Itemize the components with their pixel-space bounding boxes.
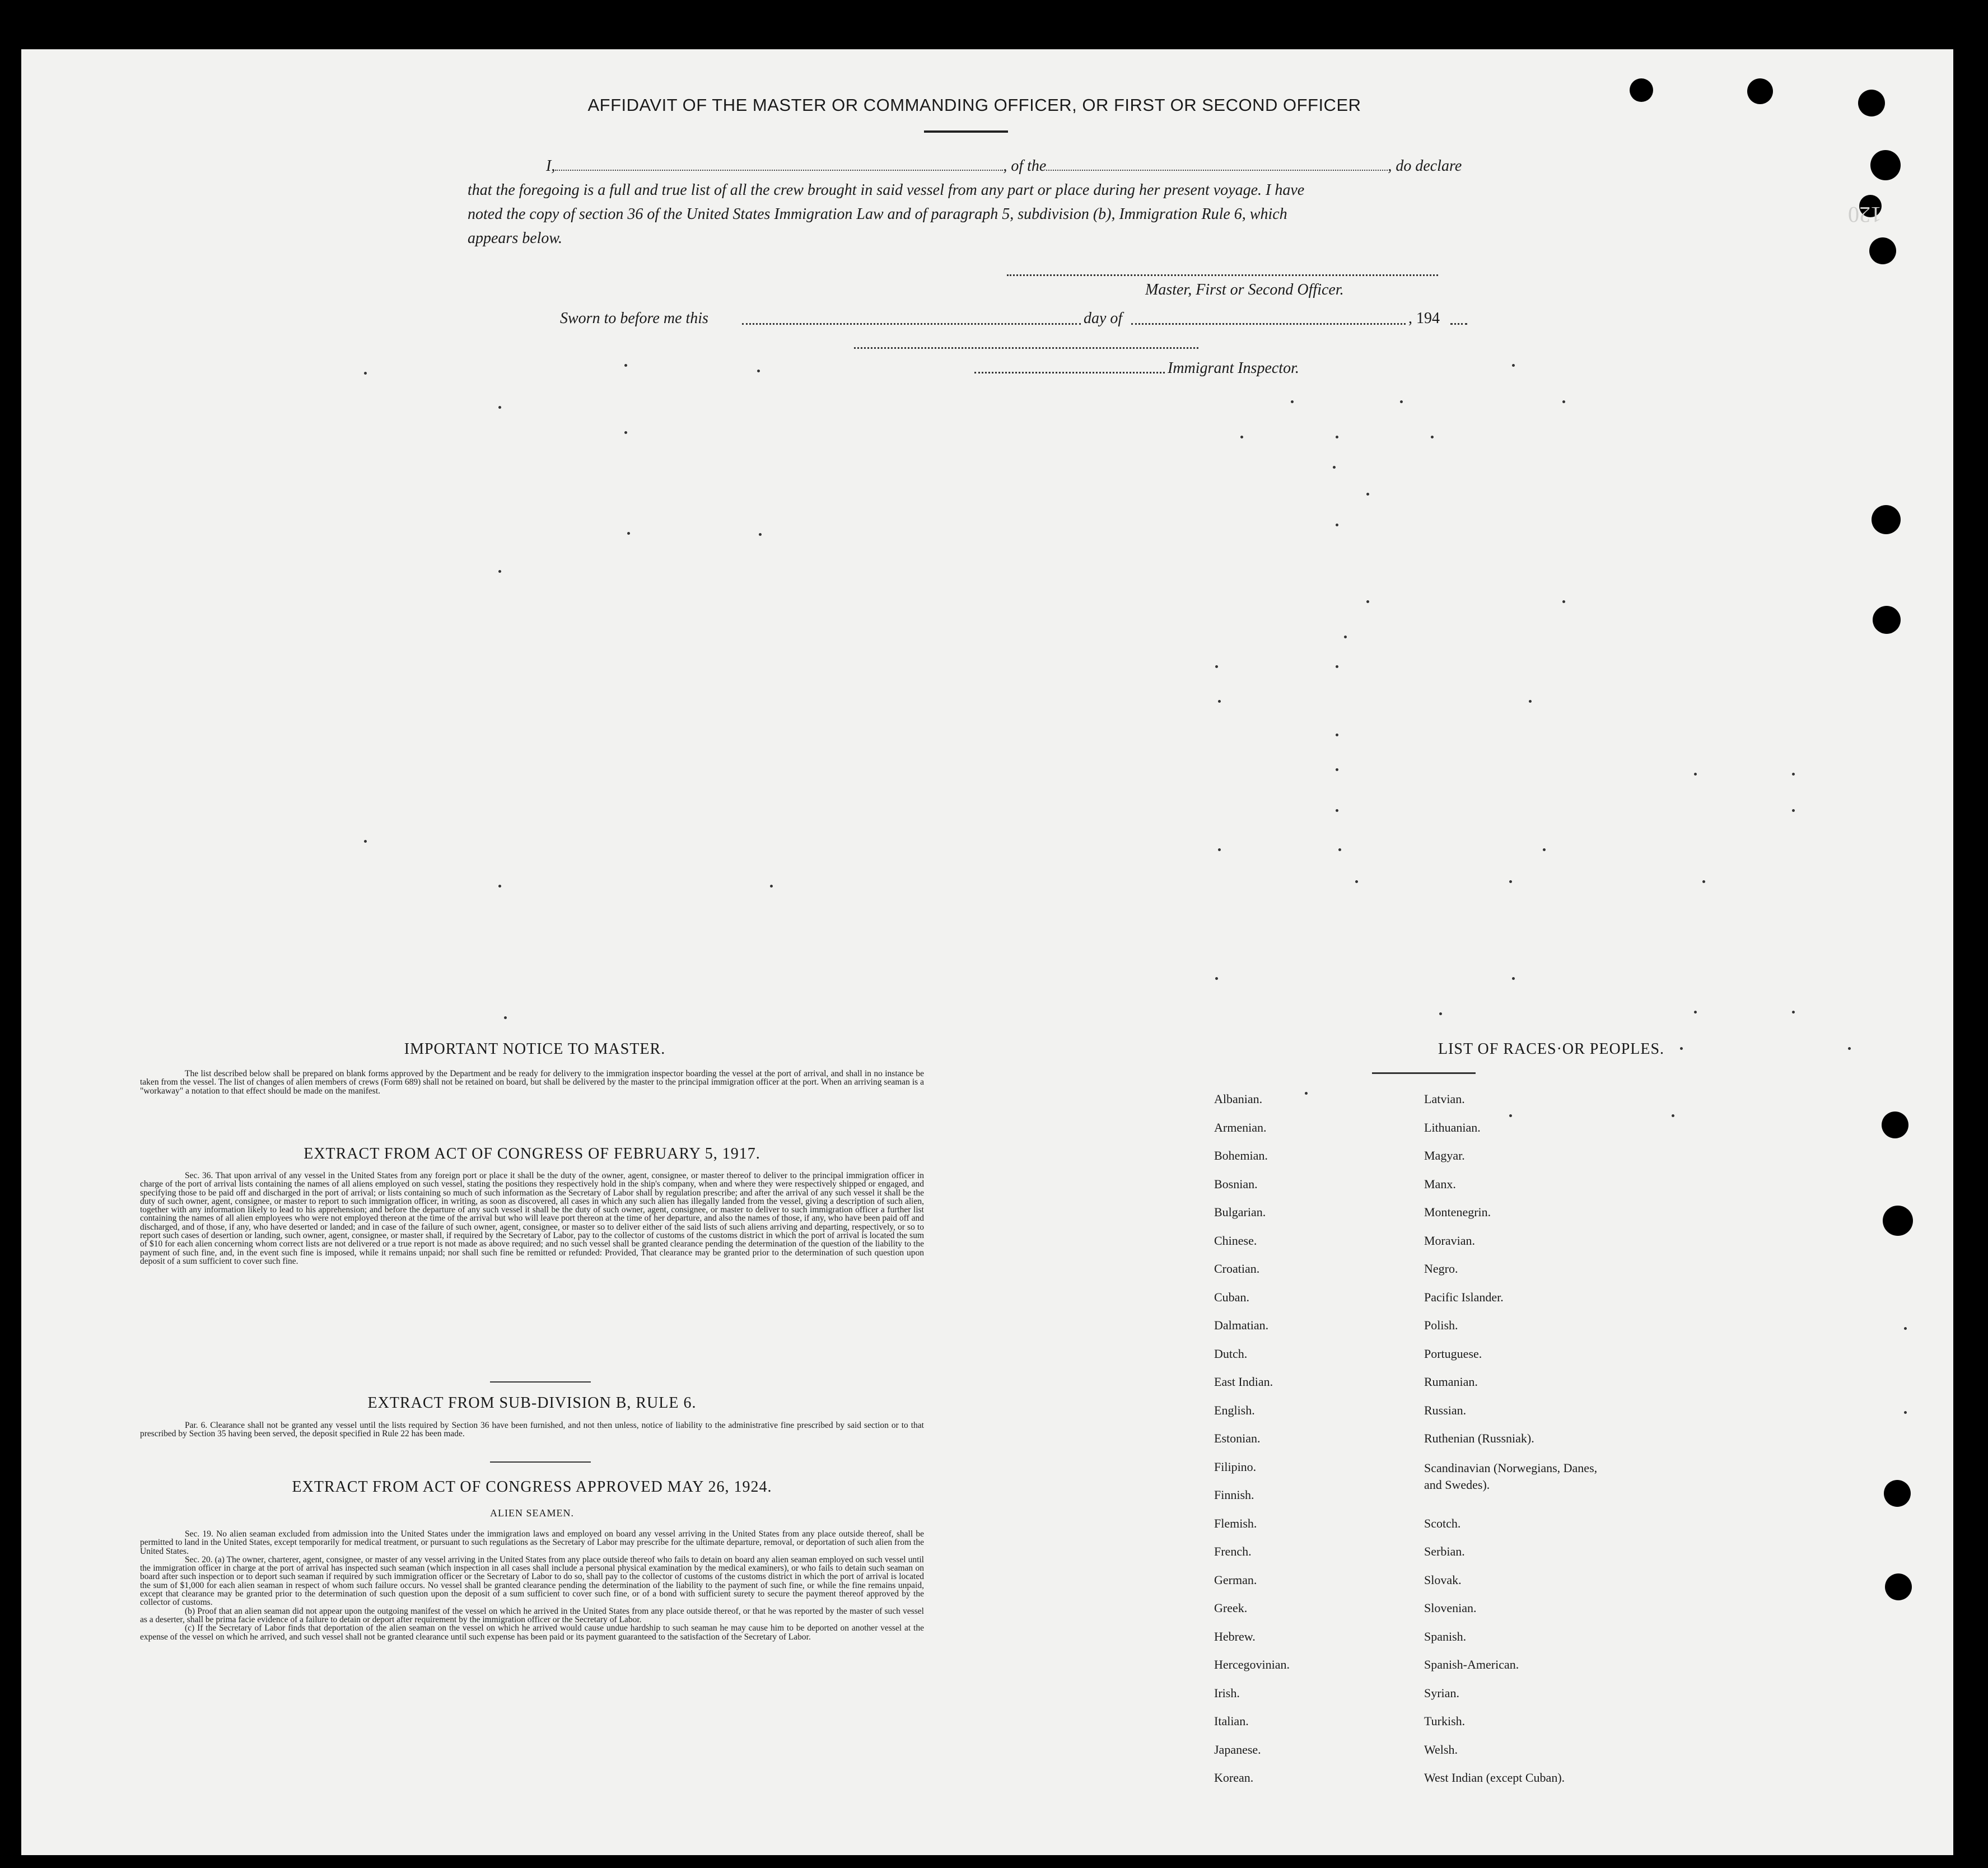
race-item: Bosnian.: [1214, 1176, 1258, 1191]
speck: [1529, 700, 1532, 703]
speck: [1240, 436, 1243, 438]
section-divider: [490, 1461, 591, 1463]
year-label: , 194: [1408, 310, 1440, 327]
race-item: Portuguese.: [1424, 1346, 1482, 1361]
vessel-blank: [1046, 156, 1388, 171]
speck: [1562, 600, 1565, 603]
speck: [1305, 1092, 1308, 1095]
sworn-date-blank: [742, 323, 1081, 325]
notice-paragraph: The list described below shall be prepared on blank forms approved by the Department and be ready for delivery to the immigration inspector boarding the vessel at the port of arrival, and shall in no instance be taken from the vessel. The list of changes of alien members of crews (Form 689) shall not be retained on board, but shall be delivered by the master to the principal immigration officer at the port. When an arriving seaman is a "workaway" a notation to that effect should be made on the manifest.: [140, 1069, 924, 1096]
race-item: Flemish.: [1214, 1516, 1257, 1530]
year-blank: [1450, 323, 1467, 325]
punch-hole: [1858, 90, 1885, 116]
race-item: Bohemian.: [1214, 1148, 1268, 1162]
speck: [770, 885, 773, 888]
notice-title: IMPORTANT NOTICE TO MASTER.: [404, 1040, 666, 1058]
speck: [498, 570, 501, 573]
rule6-title: EXTRACT FROM SUB-DIVISION B, RULE 6.: [367, 1394, 697, 1412]
speck: [1366, 493, 1369, 496]
sec20a-paragraph: Sec. 20. (a) The owner, charterer, agent, consignee, or master of any vessel arriving in the United States from any place outside thereof who fails to detain on board any alien seaman employed on such vessel until the immigration officer in charge at the port of arrival has inspected such seaman (which inspection in all cases shall include a personal physical examination by the medical examiners), or who fails to detain such seaman on board after such inspection or to deport such seaman if required by such immigration officer or the Secretary of Labor to do so, shall pay to the collector of customs of the customs district in which the port of arrival is located the sum of $1,000 for each alien seaman in respect of whom such failure occurs. No vessel shall be granted clearance pending the determination of the liability to the payment of such fine, or while the fine remains unpaid, except that clearance may be granted prior to the determination of such question upon the deposit of a sum sufficient to cover such fine, or of a bond with sufficient surety to secure the payment thereof approved by the collector of customs.: [140, 1554, 924, 1608]
punch-hole: [1883, 1206, 1913, 1236]
speck: [1336, 768, 1338, 771]
race-item: Croatian.: [1214, 1262, 1260, 1276]
master-signature-line: [1007, 274, 1438, 276]
race-item: French.: [1214, 1544, 1252, 1558]
day-of-label: day of: [1084, 310, 1123, 327]
section-divider: [490, 1381, 591, 1383]
speck: [1344, 636, 1347, 638]
do-declare-label: , do declare: [1388, 157, 1462, 175]
race-item: Japanese.: [1214, 1742, 1261, 1757]
speck: [1792, 1011, 1795, 1014]
speck: [504, 1016, 507, 1019]
extract-1924-title: EXTRACT FROM ACT OF CONGRESS APPROVED MAY 26, 1924.: [292, 1478, 772, 1496]
sworn-label: Sworn to before me this: [560, 310, 708, 327]
race-item: Moravian.: [1424, 1233, 1476, 1248]
race-item: Magyar.: [1424, 1148, 1465, 1162]
title-underline: [924, 130, 1008, 133]
speck: [759, 533, 762, 536]
sec36-paragraph: Sec. 36. That upon arrival of any vessel in the United States from any foreign port or place it shall be the duty of the owner, agent, consignee, or master thereof to deliver to the principal immigration officer in charge of the port of arrival lists containing the names of all aliens employed on such vessel, stating the positions they respectively hold in the ship's company, when and where they were respectively shipped or engaged, and specifying those to be paid off and discharged in the port of arrival; or lists containing so much of such information as the Secretary of Labor shall by regulation prescribe; and after the arrival of any such vessel it shall be the duty of such owner, agent, consignee, or master to report to such immigration officer, in writing, as soon as discovered, all cases in which any such alien has illegally landed from the vessel, giving a description of such alien, together with any information likely to lead to his apprehension; and before the departure of any such vessel it shall be the duty of such owner, agent, consignee, or master to deliver to such immigration officer a further list containing the names of all alien employees who were not employed thereon at the time of the arrival but who will leave port thereon at the time of her departure, and also the names of those, if any, who have been paid off and discharged, and of those, if any, who have deserted or landed; and in case of the failure of such owner, agent, consignee, or master so to deliver either of the said lists of such aliens arriving and departing, respectively, or so to report such cases of desertion or landing, such owner, agent, consignee, or master shall, if required by the Secretary of Labor, pay to the collector of customs of the customs district in which the port of arrival is located the sum of $10 for each alien concerning whom correct lists are not delivered or a true report is not made as above required; and no such vessel shall be granted clearance pending the determination of the question of the liability to the payment of such fine, and, in the event such fine is imposed, while it remains unpaid; nor shall such fine be remitted or refunded: Provided, That clearance may be granted prior to the determination of such question upon deposit of a sum sufficient to cover such fine.: [140, 1171, 924, 1266]
punch-hole: [1872, 505, 1901, 534]
race-item: Dutch.: [1214, 1346, 1248, 1361]
race-item: Spanish-American.: [1424, 1657, 1519, 1671]
speck: [1509, 880, 1512, 883]
race-item: Armenian.: [1214, 1120, 1267, 1134]
affidavit-title: AFFIDAVIT OF THE MASTER OR COMMANDING OFFICER, OR FIRST OR SECOND OFFICER: [587, 95, 1361, 115]
race-item: Welsh.: [1424, 1742, 1458, 1757]
race-item: Montenegrin.: [1424, 1205, 1491, 1219]
speck: [1792, 809, 1795, 812]
speck: [1338, 848, 1341, 851]
race-item: Cuban.: [1214, 1290, 1249, 1304]
sec19-paragraph: Sec. 19. No alien seaman excluded from admission into the United States under the immigration laws and employed on board any vessel arriving in the United States from any place outside thereof, shall be permitted to land in the United States, except temporarily for medical treatment, or pursuant to such regulations as the Secretary of Labor may prescribe for the ultimate departure, removal, or deportation of such alien from the United States.: [140, 1529, 924, 1556]
speck: [364, 840, 367, 843]
race-item: Russian.: [1424, 1403, 1467, 1417]
race-item: Dalmatian.: [1214, 1318, 1269, 1332]
race-item: Scotch.: [1424, 1516, 1461, 1530]
race-item: Latvian.: [1424, 1092, 1465, 1106]
race-item: Hebrew.: [1214, 1629, 1256, 1643]
race-item: Rumanian.: [1424, 1375, 1478, 1389]
extract-1917-title: EXTRACT FROM ACT OF CONGRESS OF FEBRUARY 5, 1917.: [304, 1145, 760, 1162]
sec20b-paragraph: (b) Proof that an alien seaman did not appear upon the outgoing manifest of the vessel on which he arrived in the United States from any place outside thereof, or that he was reported by the master of such vessel as a deserter, shall be prima facie evidence of a failure to detain or deport after requirement by the immigration officer or the Secretary of Labor.: [140, 1606, 924, 1624]
speck: [1512, 977, 1515, 980]
race-item: Manx.: [1424, 1176, 1456, 1191]
punch-hole: [1869, 237, 1896, 264]
speck: [1562, 400, 1565, 403]
speck: [498, 406, 501, 409]
race-item: Polish.: [1424, 1318, 1458, 1332]
race-item: Pacific Islander.: [1424, 1290, 1504, 1304]
speck: [1672, 1114, 1674, 1117]
speck: [1400, 400, 1403, 403]
punch-hole: [1747, 78, 1773, 104]
speck: [1336, 665, 1338, 668]
races-title: LIST OF RACES·OR PEOPLES.: [1438, 1040, 1665, 1058]
race-item: Irish.: [1214, 1685, 1240, 1700]
race-item: Italian.: [1214, 1714, 1249, 1728]
affidavit-line-2: that the foregoing is a full and true list of all the crew brought in said vessel from any part or place during her present voyage. I have: [468, 181, 1305, 199]
race-item: Scandinavian (Norwegians, Danes, and Swedes).: [1424, 1460, 1598, 1492]
speck: [1336, 524, 1338, 526]
speck: [1694, 773, 1697, 776]
punch-hole: [1873, 606, 1901, 634]
inspector-label: Immigrant Inspector.: [1168, 359, 1299, 377]
extract-1917-text: [140, 1171, 924, 1265]
races-title-underline: [1372, 1072, 1476, 1074]
speck: [1291, 400, 1294, 403]
speck: [498, 885, 501, 888]
speck: [1336, 809, 1338, 812]
speck: [1333, 466, 1336, 469]
race-item: Slovenian.: [1424, 1601, 1477, 1615]
rule6-text: [140, 1421, 924, 1439]
punch-hole: [1630, 78, 1653, 102]
notice-text: [140, 1070, 924, 1095]
race-item: Chinese.: [1214, 1233, 1257, 1248]
speck: [1904, 1411, 1907, 1414]
punch-hole: [1885, 1573, 1912, 1600]
affidavit-text: [468, 154, 1478, 250]
race-item: Finnish.: [1214, 1488, 1254, 1502]
speck: [1702, 880, 1705, 883]
i-label: I,: [546, 157, 556, 175]
speck: [364, 372, 367, 375]
speck: [1512, 364, 1515, 367]
race-item: Estonian.: [1214, 1431, 1261, 1445]
punch-hole: [1882, 1112, 1908, 1138]
race-item: Slovak.: [1424, 1572, 1462, 1587]
speck: [1336, 734, 1338, 736]
race-item: West Indian (except Cuban).: [1424, 1771, 1565, 1785]
speck: [757, 370, 760, 372]
race-item: Turkish.: [1424, 1714, 1466, 1728]
race-item: English.: [1214, 1403, 1255, 1417]
extract-1924-text: [140, 1530, 924, 1641]
speck: [624, 431, 627, 434]
of-the-label: , of the: [1003, 157, 1047, 175]
race-item: Albanian.: [1214, 1092, 1263, 1106]
speck: [1366, 600, 1369, 603]
speck: [1509, 1114, 1512, 1117]
speck: [1336, 436, 1338, 438]
inspector-signature-line-upper: [854, 347, 1198, 349]
race-item: Greek.: [1214, 1601, 1248, 1615]
speck: [1355, 880, 1358, 883]
name-blank: [555, 156, 1003, 171]
race-item: Spanish.: [1424, 1629, 1467, 1643]
speck: [1218, 700, 1221, 703]
race-item: Syrian.: [1424, 1685, 1459, 1700]
speck: [1792, 773, 1795, 776]
speck: [1694, 1011, 1697, 1014]
inspector-signature-line: [974, 372, 1165, 373]
speck: [624, 364, 627, 367]
race-item: German.: [1214, 1572, 1257, 1587]
affidavit-line-4: appears below.: [468, 230, 563, 247]
month-blank: [1131, 323, 1406, 325]
speck: [1439, 1012, 1442, 1015]
race-item: Hercegovinian.: [1214, 1657, 1290, 1671]
speck: [1218, 848, 1221, 851]
alien-seamen-heading: ALIEN SEAMEN.: [490, 1507, 574, 1519]
rule6-paragraph: Par. 6. Clearance shall not be granted any vessel until the lists required by Section 36 have been furnished, and not then unless, notice of liability to the administrative fine prescribed by said section or to that prescribed by Section 35 having been served, the deposit specified in Rule 22 has been made.: [140, 1421, 924, 1439]
race-item: Korean.: [1214, 1771, 1254, 1785]
speck: [627, 532, 630, 535]
race-item: Ruthenian (Russniak).: [1424, 1431, 1534, 1445]
master-label: Master, First or Second Officer.: [1145, 281, 1344, 298]
race-item: East Indian.: [1214, 1375, 1273, 1389]
race-item: Lithuanian.: [1424, 1120, 1481, 1134]
race-item: Negro.: [1424, 1262, 1458, 1276]
speck: [1215, 665, 1218, 668]
punch-hole: [1870, 150, 1901, 180]
speck: [1543, 848, 1546, 851]
race-item: Bulgarian.: [1214, 1205, 1266, 1219]
sec20c-paragraph: (c) If the Secretary of Labor finds that deportation of the alien seaman on the vessel on which he arrived would cause undue hardship to such seaman he may cause him to be deported on another vessel at the expense of the vessel on which he arrived, and such vessel shall not be granted clearance until such expense has been paid or its payment guaranteed to the satisfaction of the Secretary of Labor.: [140, 1623, 924, 1642]
affidavit-line-3: noted the copy of section 36 of the United States Immigration Law and of paragraph 5, subdivision (b), Immigration Rule 6, which: [468, 206, 1287, 223]
race-item: Filipino.: [1214, 1459, 1257, 1474]
speck: [1215, 977, 1218, 980]
punch-hole: [1884, 1480, 1911, 1507]
edge-faint-number: 120: [1848, 202, 1882, 227]
speck: [1904, 1327, 1907, 1330]
speck: [1431, 436, 1434, 438]
race-item: Serbian.: [1424, 1544, 1465, 1558]
